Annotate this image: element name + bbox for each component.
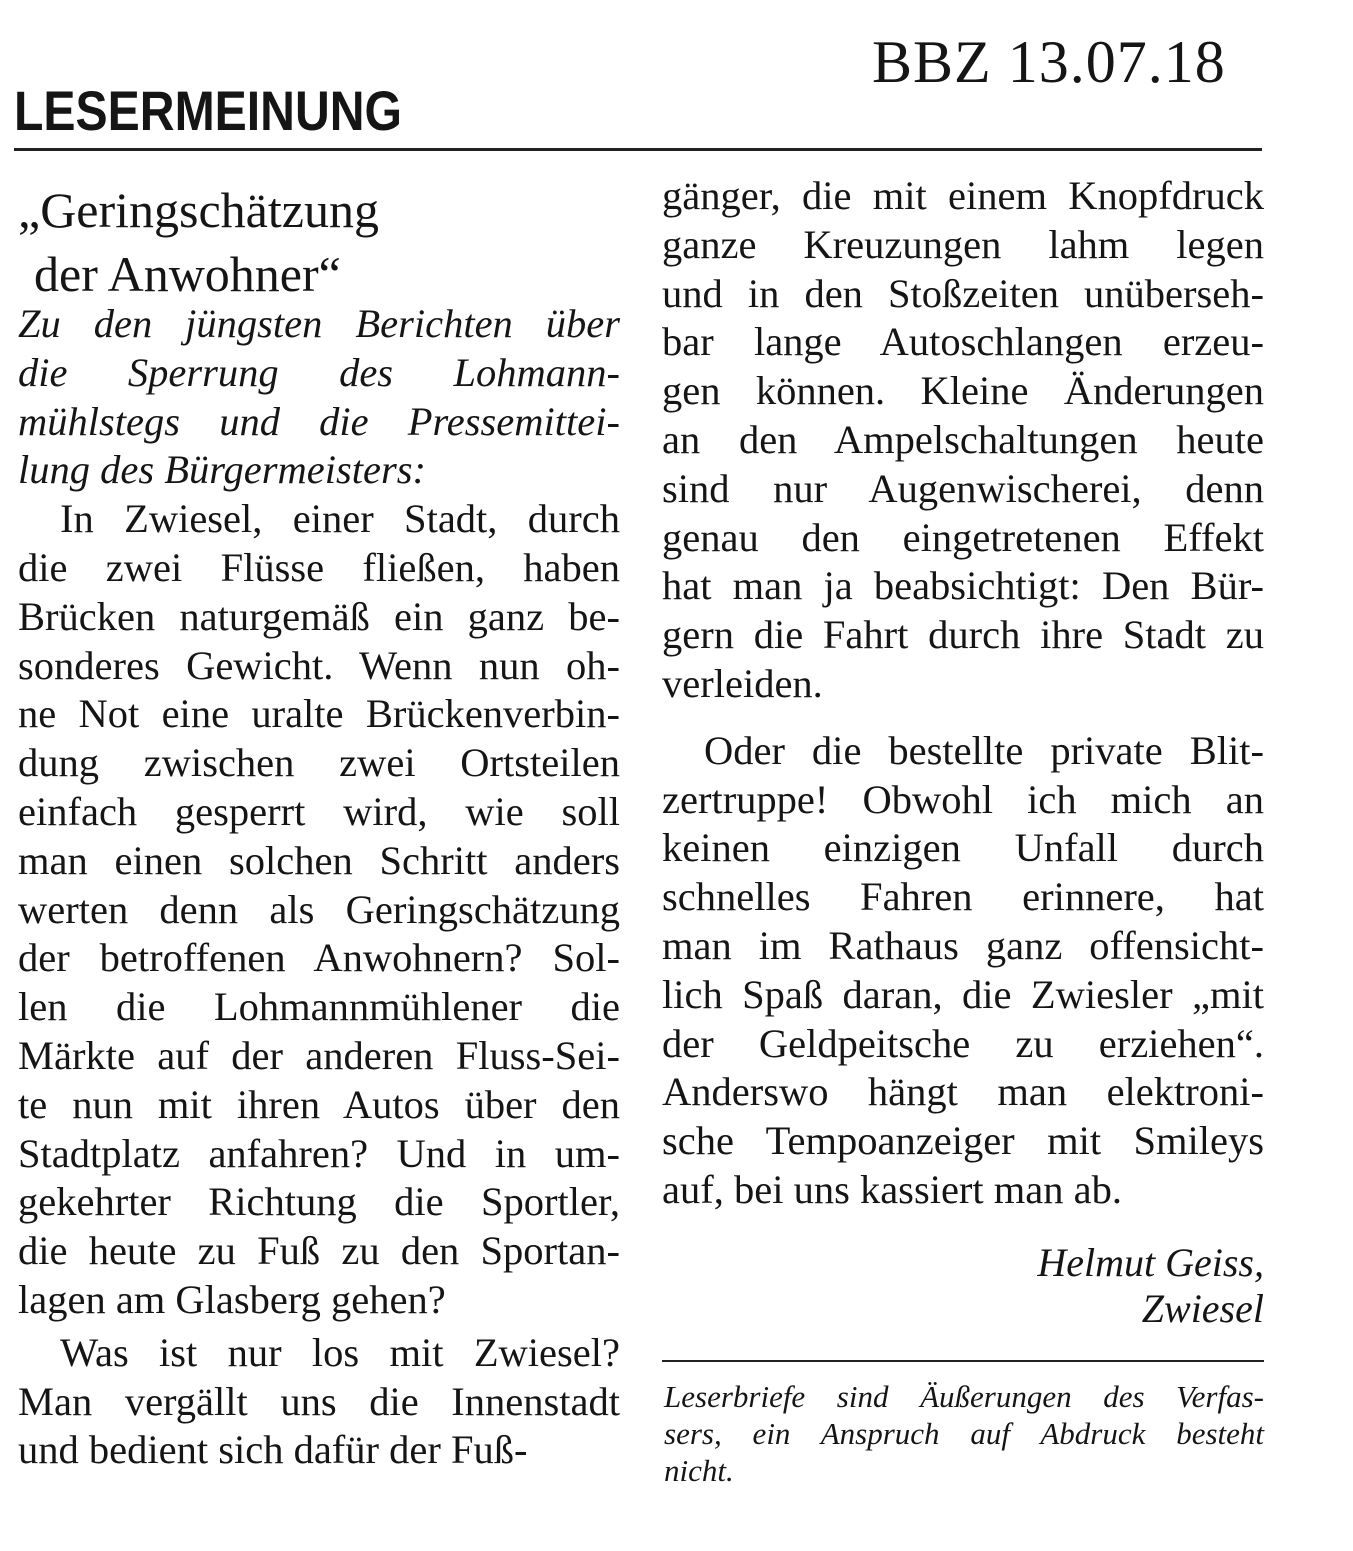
intro-line: mühlstegs und die Pressemittei- (18, 398, 620, 444)
article-title-line-1: „Geringschätzung (18, 182, 379, 238)
disclaimer-line: Leserbriefe sind Äußerungen des Verfas- (664, 1379, 1264, 1414)
body-line: auf, bei uns kassiert man ab. (662, 1166, 1122, 1212)
body-line: die heute zu Fuß zu den Sportan- (18, 1228, 620, 1274)
disclaimer-line: nicht. (664, 1453, 734, 1488)
body-line: Stadtplatz anfahren? Und in um- (18, 1130, 620, 1176)
body-line: In Zwiesel, einer Stadt, durch (60, 496, 620, 542)
paragraph (18, 1329, 620, 1475)
body-line: bar lange Autoschlangen erzeu- (662, 319, 1264, 365)
body-line: Brücken naturgemäß ein ganz be- (18, 593, 620, 639)
body-line: Märkte auf der anderen Fluss-Sei- (18, 1032, 620, 1078)
body-line: ganze Kreuzungen lahm legen (662, 221, 1264, 267)
body-line: die zwei Flüsse fließen, haben (18, 544, 620, 590)
author-name: Helmut Geiss, (1037, 1240, 1264, 1285)
body-line: gänger, die mit einem Knopfdruck (662, 173, 1264, 218)
author-signature (662, 1240, 1264, 1332)
body-line: man einen solchen Schritt anders (18, 837, 620, 883)
right-body (662, 172, 1264, 1215)
paragraph (662, 172, 1264, 709)
body-line: keinen einzigen Unfall durch (662, 825, 1264, 871)
section-heading: LESERMEINUNG (14, 79, 402, 142)
body-line: man im Rathaus ganz offensicht- (662, 922, 1264, 968)
article-intro (18, 300, 620, 495)
body-line: der betroffenen Anwohnern? Sol- (18, 935, 620, 981)
body-line: Man vergällt uns die Innenstadt (18, 1378, 620, 1424)
body-line: dung zwischen zwei Ortsteilen (18, 740, 620, 786)
body-line: werten denn als Geringschätzung (18, 886, 620, 932)
body-line: Anderswo hängt man elektroni- (662, 1069, 1264, 1115)
intro-line: lung des Bürgermeisters: (18, 447, 426, 493)
body-line: sche Tempoanzeiger mit Smileys (662, 1118, 1264, 1164)
body-line: der Geldpeitsche zu erziehen“. (662, 1020, 1264, 1066)
paragraph (662, 727, 1264, 1215)
body-line: ne Not eine uralte Brückenverbin- (18, 691, 620, 737)
body-line: sind nur Augenwischerei, denn (662, 465, 1264, 511)
body-line: schnelles Fahren erinnere, hat (662, 874, 1264, 920)
body-line: genau den eingetretenen Effekt (662, 514, 1264, 560)
body-line: len die Lohmannmühlener die (18, 984, 620, 1030)
intro-line: die Sperrung des Lohmann- (18, 349, 620, 395)
left-column (18, 178, 620, 1475)
body-line: lich Spaß daran, die Zwiesler „mit (662, 971, 1264, 1017)
right-column (662, 172, 1264, 1215)
disclaimer-line: sers, ein Anspruch auf Abdruck besteht (664, 1416, 1264, 1451)
body-line: gern die Fahrt durch ihre Stadt zu (662, 612, 1264, 658)
disclaimer (664, 1378, 1264, 1489)
paragraph (18, 495, 620, 1325)
body-line: und in den Stoßzeiten unüberseh- (662, 270, 1264, 316)
body-line: an den Ampelschaltungen heute (662, 416, 1264, 462)
body-line: sonderes Gewicht. Wenn nun oh- (18, 642, 620, 688)
body-line: und bedient sich dafür der Fuß- (18, 1427, 528, 1473)
footer-divider (662, 1360, 1264, 1362)
body-line: hat man ja beabsichtigt: Den Bür- (662, 563, 1264, 609)
intro-line: Zu den jüngsten Berichten über (18, 301, 620, 346)
body-line: lagen am Glasberg gehen? (18, 1276, 446, 1322)
article-title-line-2: der Anwohner“ (34, 246, 341, 302)
author-town: Zwiesel (1141, 1286, 1264, 1331)
body-line: gekehrter Richtung die Sportler, (18, 1179, 620, 1225)
top-divider (14, 148, 1262, 151)
body-line: te nun mit ihren Autos über den (18, 1081, 620, 1127)
body-line: Was ist nur los mit Zwiesel? (60, 1329, 620, 1375)
body-line: gen können. Kleine Änderungen (662, 368, 1264, 414)
body-line: Oder die bestellte private Blit- (704, 727, 1264, 773)
body-line: zertruppe! Obwohl ich mich an (662, 776, 1264, 822)
body-line: verleiden. (662, 660, 823, 706)
newspaper-date-stamp: BBZ 13.07.18 (872, 29, 1226, 95)
left-body (18, 495, 620, 1475)
body-line: einfach gesperrt wird, wie soll (18, 788, 620, 834)
